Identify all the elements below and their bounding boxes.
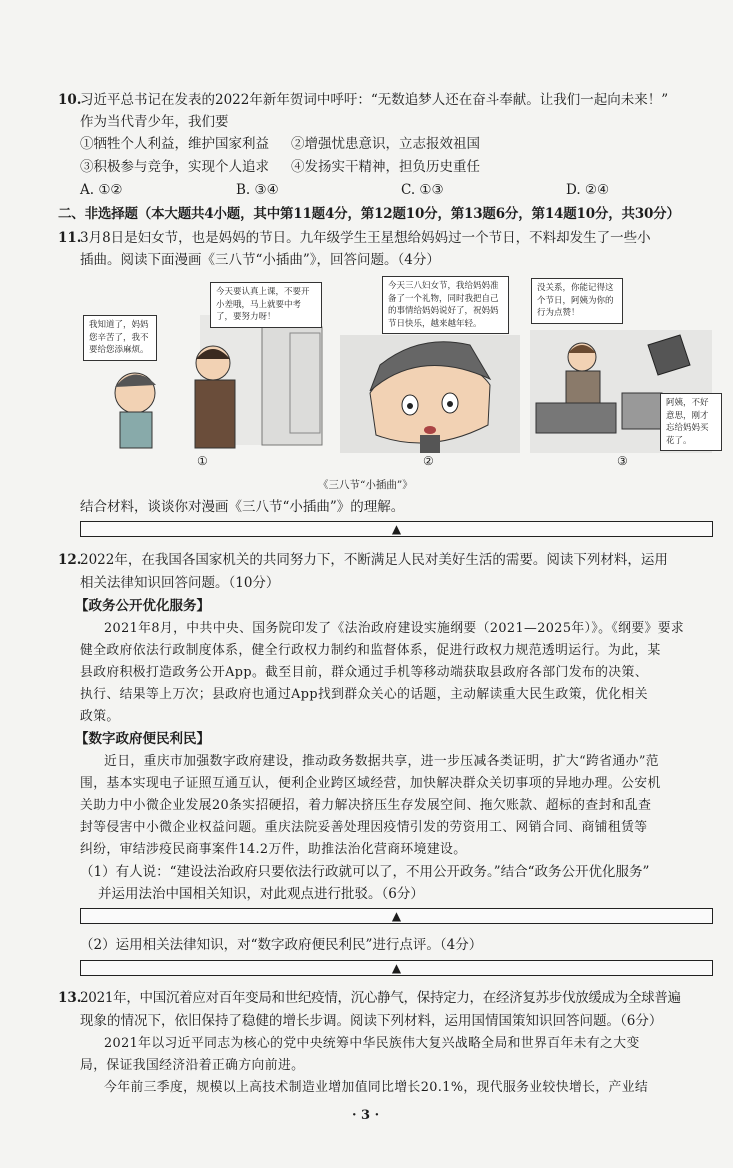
q13-material-line1: 2021年以习近平同志为核心的党中央统筹中华民族伟大复兴战略全局和世界百年未有之大变 bbox=[104, 1036, 640, 1051]
section-2-heading: 二、非选择题（本大题共4小题，其中第11题4分，第12题10分，第13题6分，第14题10分，共30分） bbox=[58, 206, 680, 222]
comic-panel-2 bbox=[340, 275, 520, 453]
material-2-line1: 近日，重庆市加强数字政府建设，推动政务数据共享，进一步压减各类证明，扩大“跨省通办”范 bbox=[104, 754, 659, 769]
material-2-line2: 围，基本实现电子证照互通互认，便利企业跨区域经营，加快解决群众关切事项的异地办理。公安机 bbox=[80, 776, 661, 791]
comic-caption: 《三八节“小插曲”》 bbox=[318, 479, 413, 491]
material-heading-1: 【政务公开优化服务】 bbox=[75, 598, 210, 614]
q10-option-4: ④发扬实干精神，担负历史重任 bbox=[291, 159, 480, 175]
q13-stem-line2: 现象的情况下，依旧保持了稳健的增长步调。阅读下列材料，运用国情国策知识回答问题。（6分） bbox=[80, 1013, 663, 1029]
q13-material-line3: 今年前三季度，规模以上高技术制造业增加值同比增长20.1%，现代服务业较快增长，产业结 bbox=[104, 1080, 649, 1095]
q12-stem-line2: 相关法律知识回答问题。（10分） bbox=[80, 575, 280, 591]
q10-option-2: ②增强忧患意识，立志报效祖国 bbox=[291, 136, 480, 152]
q10-choice-b: B. ③④ bbox=[236, 182, 279, 198]
comic-panel-3 bbox=[530, 275, 712, 453]
q12-sub1-line1: （1）有人说：“建设法治政府只要依法行政就可以了，不用公开政务。”结合“政务公开优化服务” bbox=[80, 864, 650, 880]
material-heading-2: 【数字政府便民利民】 bbox=[75, 731, 210, 747]
speech-bubble-child-2: 今天三八妇女节，我给妈妈准备了一个礼物，同时我把自己的事情给妈妈说好了，祝妈妈节日快乐，越来越年轻。 bbox=[382, 276, 509, 334]
q10-stem-line1: 习近平总书记在发表的2022年新年贺词中呼吁：“无数追梦人还在奋斗奉献。让我们一起向未来！” bbox=[80, 92, 669, 108]
q12-sub1-answer-box[interactable] bbox=[80, 908, 713, 924]
material-2-line4: 封等侵害中小微企业权益问题。重庆法院妥善处理因疫情引发的劳资用工、网销合同、商铺租赁等 bbox=[80, 820, 648, 835]
material-1-line5: 政策。 bbox=[80, 709, 120, 724]
panel-number-2: ② bbox=[423, 454, 434, 468]
q13-number: 13. bbox=[58, 990, 82, 1006]
panel-number-3: ③ bbox=[617, 454, 628, 468]
q12-stem-line1: 2022年，在我国各国家机关的共同努力下，不断满足人民对美好生活的需要。阅读下列材料，运用 bbox=[80, 552, 668, 568]
q10-stem-line2: 作为当代青少年，我们要 bbox=[80, 114, 229, 130]
q12-sub2-answer-box[interactable] bbox=[80, 960, 713, 976]
answer-marker: ▲ bbox=[391, 909, 402, 923]
speech-bubble-shopkeeper: 没关系，你能记得这个节日，阿姨为你的行为点赞！ bbox=[531, 278, 623, 324]
q13-stem-line1: 2021年，中国沉着应对百年变局和世纪疫情，沉心静气，保持定力，在经济复苏步伐放缓成为全球普遍 bbox=[80, 990, 681, 1006]
speech-bubble-mother: 今天要认真上课，不要开小差哦，马上就要中考了，要努力呀！ bbox=[210, 282, 322, 328]
answer-marker: ▲ bbox=[391, 961, 402, 975]
material-1-line4: 执行、结果等上万次；县政府也通过App找到群众关心的话题，主动解读重大民生政策，优化相关 bbox=[80, 687, 648, 702]
q10-number: 10. bbox=[58, 92, 82, 108]
q11-stem-line1: 3月8日是妇女节，也是妈妈的节日。九年级学生王星想给妈妈过一个节日，不料却发生了一些小 bbox=[80, 230, 651, 246]
q10-choice-a: A. ①② bbox=[80, 182, 123, 198]
q11-stem-line2: 插曲。阅读下面漫画《三八节“小插曲”》，回答问题。（4分） bbox=[80, 252, 440, 268]
q13-material-line2: 局，保证我国经济沿着正确方向前进。 bbox=[80, 1058, 305, 1073]
q12-sub1-line2: 并运用法治中国相关知识，对此观点进行批驳。（6分） bbox=[98, 886, 424, 902]
page-number: · 3 · bbox=[352, 1108, 380, 1123]
panel-number-1: ① bbox=[197, 454, 208, 468]
material-1-line3: 县政府积极打造政务公开App。截至目前，群众通过手机等移动端获取县政府各部门发布的决策、 bbox=[80, 665, 648, 680]
q10-choice-c: C. ①③ bbox=[401, 182, 444, 198]
q12-sub2: （2）运用相关法律知识，对“数字政府便民利民”进行点评。（4分） bbox=[80, 937, 483, 953]
material-2-line3: 关助力中小微企业发展20条实招硬招，着力解决挤压生存发展空间、拖欠账款、超标的查封和乱查 bbox=[80, 798, 652, 813]
material-1-line2: 健全政府依法行政制度体系，健全行政权力制约和监督体系，促进行政权力规范透明运行。为此，某 bbox=[80, 643, 661, 658]
comic-panel-1 bbox=[80, 275, 336, 450]
q11-number: 11. bbox=[58, 230, 82, 246]
q11-answer-box[interactable] bbox=[80, 521, 713, 537]
speech-bubble-child-1: 我知道了，妈妈您辛苦了，我不要给您添麻烦。 bbox=[83, 315, 157, 361]
speech-bubble-child-3: 阿姨，不好意思，刚才忘给妈妈买花了。 bbox=[660, 393, 722, 451]
q12-number: 12. bbox=[58, 552, 82, 568]
q10-option-1: ①牺牲个人利益，维护国家利益 bbox=[80, 136, 269, 152]
material-2-line5: 纠纷，审结涉疫民商事案件14.2万件，助推法治化营商环境建设。 bbox=[80, 842, 467, 857]
q10-option-3: ③积极参与竞争，实现个人追求 bbox=[80, 159, 269, 175]
answer-marker: ▲ bbox=[391, 522, 402, 536]
q10-choice-d: D. ②④ bbox=[566, 182, 610, 198]
material-1-line1: 2021年8月，中共中央、国务院印发了《法治政府建设实施纲要（2021—2025年）》。《纲要》要求 bbox=[104, 621, 685, 636]
q11-question: 结合材料，谈谈你对漫画《三八节“小插曲”》的理解。 bbox=[80, 499, 405, 515]
